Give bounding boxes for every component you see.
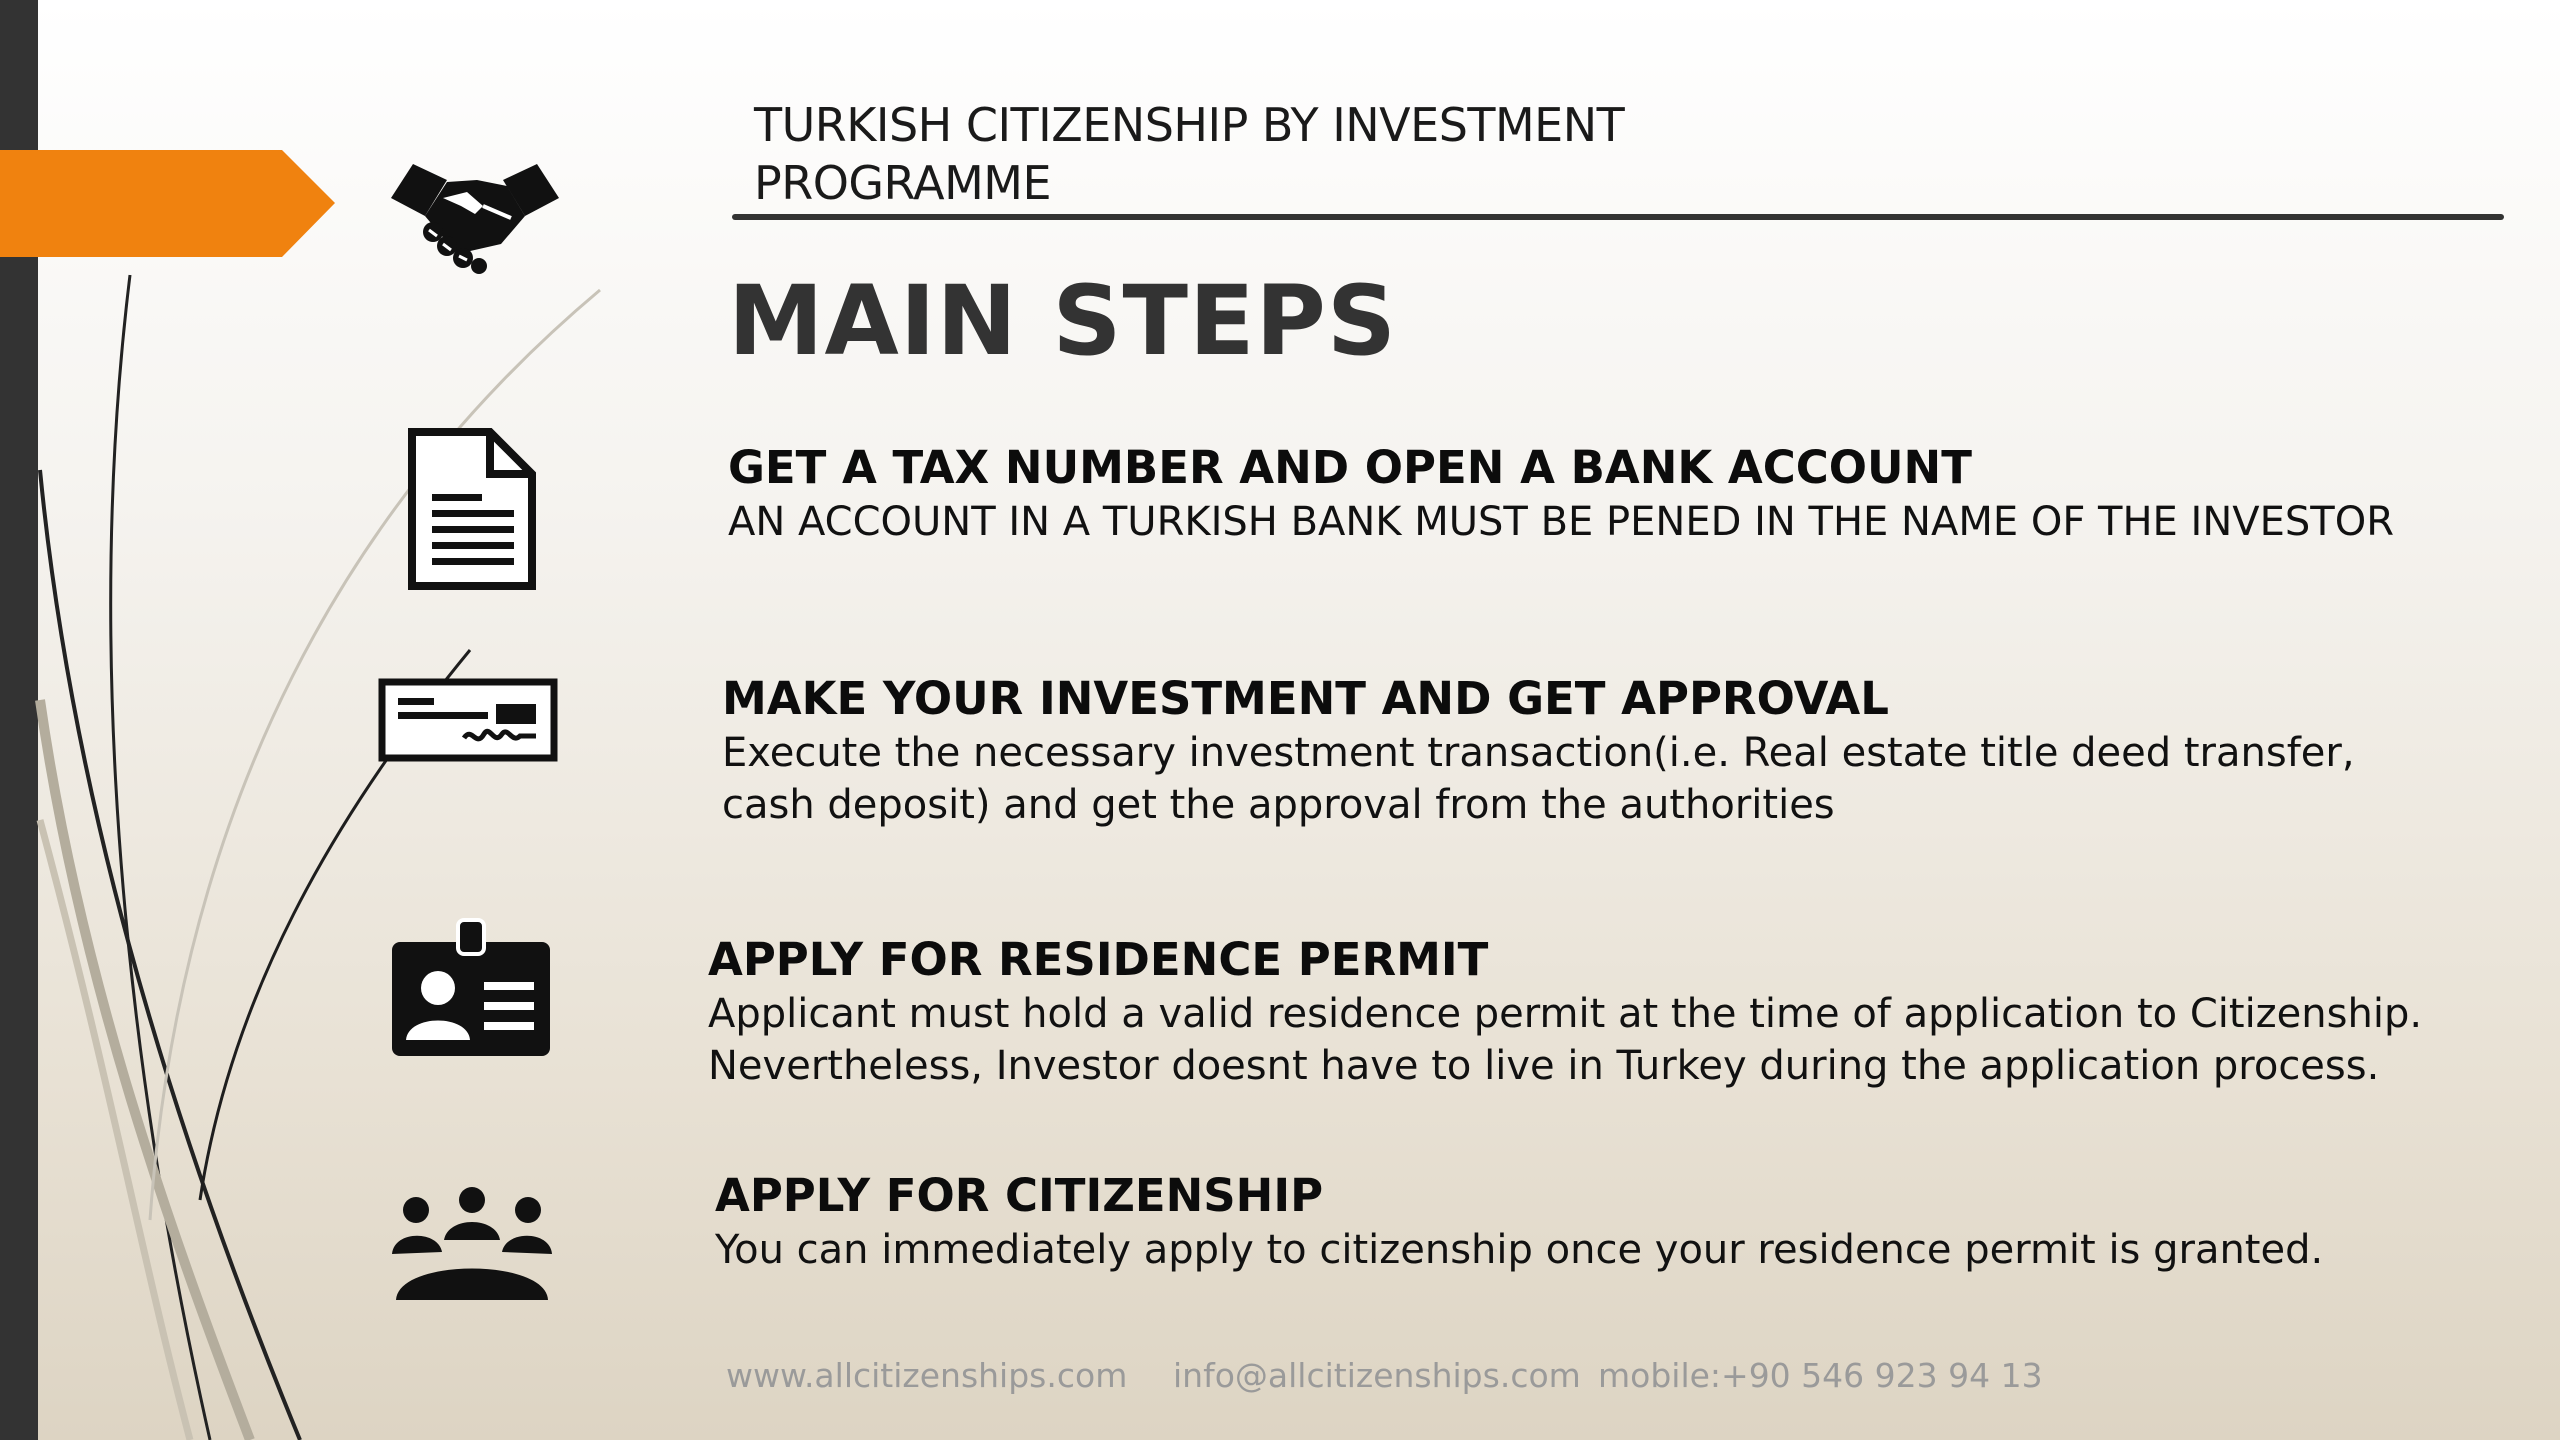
step-3-title: APPLY FOR RESIDENCE PERMIT bbox=[708, 933, 1489, 986]
orange-pointer-tag bbox=[0, 150, 335, 257]
step-3-description-line1: Applicant must hold a valid residence permit at the time of application to Citizenship. bbox=[708, 991, 2423, 1037]
step-4 bbox=[715, 1168, 2323, 1276]
step-2-title: MAKE YOUR INVESTMENT AND GET APPROVAL bbox=[722, 672, 1889, 725]
step-1 bbox=[728, 440, 2394, 548]
footer-website: www.allcitizenships.com bbox=[726, 1356, 1128, 1395]
step-2-description-line2: cash deposit) and get the approval from the authorities bbox=[722, 782, 1835, 828]
step-2-description-line1: Execute the necessary investment transaction(i.e. Real estate title deed transfer, bbox=[722, 730, 2355, 776]
step-4-description: You can immediately apply to citizenship once your residence permit is granted. bbox=[715, 1227, 2324, 1273]
group-meeting-icon bbox=[390, 1186, 554, 1302]
header-title bbox=[754, 96, 1754, 212]
header-title-line2: PROGRAMME bbox=[754, 156, 1052, 210]
id-badge-icon bbox=[390, 918, 552, 1058]
step-1-description: AN ACCOUNT IN A TURKISH BANK MUST BE PENED IN THE NAME OF THE INVESTOR bbox=[728, 499, 2394, 545]
page-title: MAIN STEPS bbox=[728, 265, 1398, 377]
step-3-description-line2: Nevertheless, Investor doesnt have to live in Turkey during the application process. bbox=[708, 1043, 2380, 1089]
header-divider bbox=[732, 214, 2504, 220]
step-2 bbox=[722, 671, 2355, 831]
cheque-icon bbox=[378, 678, 558, 762]
footer-email: info@allcitizenships.com bbox=[1173, 1356, 1581, 1395]
step-4-title: APPLY FOR CITIZENSHIP bbox=[715, 1169, 1324, 1222]
step-3 bbox=[708, 932, 2422, 1092]
document-icon bbox=[408, 428, 536, 590]
step-1-title: GET A TAX NUMBER AND OPEN A BANK ACCOUNT bbox=[728, 441, 1972, 494]
handshake-icon bbox=[385, 160, 565, 275]
header-title-line1: TURKISH CITIZENSHIP BY INVESTMENT bbox=[754, 98, 1625, 152]
footer-mobile: mobile:+90 546 923 94 13 bbox=[1598, 1356, 2043, 1395]
